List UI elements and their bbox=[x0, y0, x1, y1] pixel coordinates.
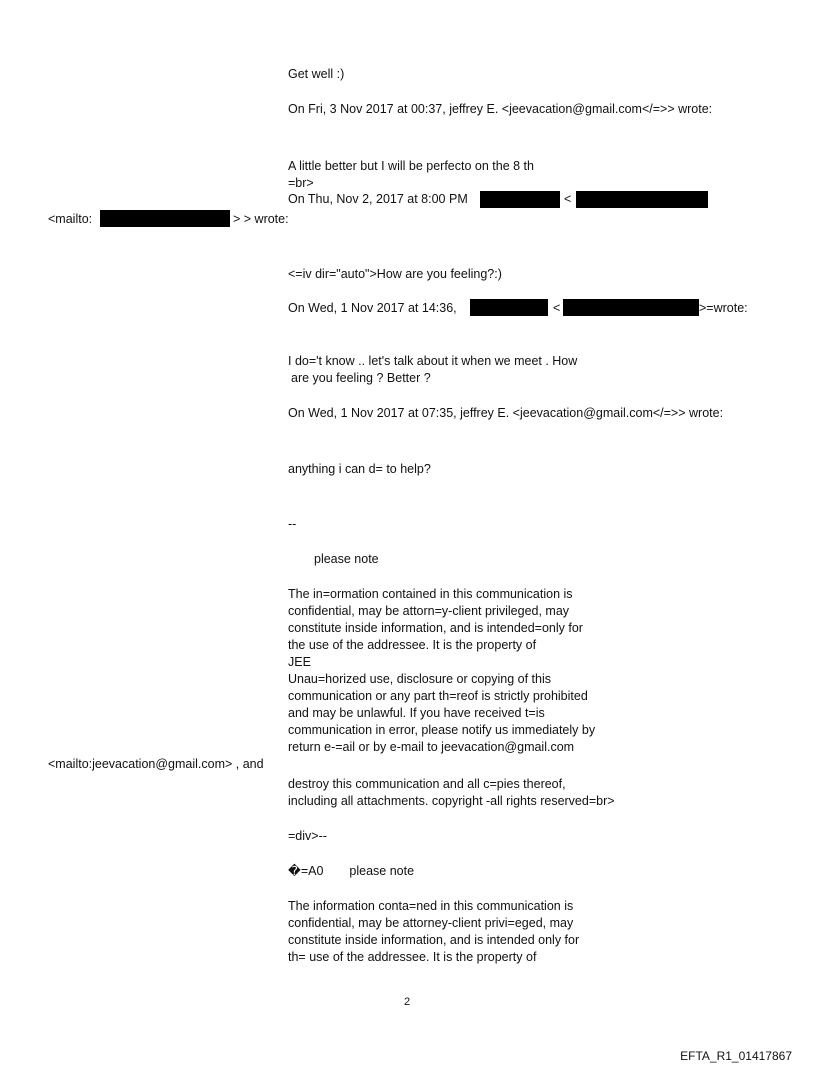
document-id: EFTA_R1_01417867 bbox=[680, 1049, 792, 1063]
disclaimer-1-line: return e-=ail or by e-mail to jeevacation@gmail.com bbox=[288, 740, 575, 754]
mailto-suffix: > > wrote: bbox=[233, 212, 289, 226]
anything-line: anything i can d= to help? bbox=[288, 462, 431, 476]
please-note-2: please note bbox=[349, 864, 415, 878]
disclaimer-1-line: and may be unlawful. If you have received t=is bbox=[288, 706, 545, 720]
on-wed-0735-line: On Wed, 1 Nov 2017 at 07:35, jeffrey E. <jeevacation@gmail.com</=>> wrote: bbox=[288, 406, 724, 420]
are-you-line: are you feeling ? Better ? bbox=[291, 371, 431, 385]
disclaimer-1-line: the use of the addressee. It is the property of bbox=[288, 638, 537, 652]
disclaimer-1-line: Unau=horized use, disclosure or copying of this bbox=[288, 672, 551, 686]
lt-sign: < bbox=[564, 192, 572, 206]
on-fri-line: On Fri, 3 Nov 2017 at 00:37, jeffrey E. <jeevacation@gmail.com</=>> wrote: bbox=[288, 102, 713, 116]
on-wed-1436-line: On Wed, 1 Nov 2017 at 14:36, bbox=[288, 301, 457, 315]
please-note-1: please note bbox=[314, 552, 379, 566]
disclaimer-2-line: th= use of the addressee. It is the property of bbox=[288, 950, 537, 964]
wrote-suffix: >=wrote: bbox=[699, 301, 748, 315]
on-thu-line: On Thu, Nov 2, 2017 at 8:00 PM bbox=[288, 192, 468, 206]
disclaimer-1-line: The in=ormation contained in this communication is bbox=[288, 587, 573, 601]
redaction-bar bbox=[100, 210, 230, 227]
little-better-line: A little better but I will be perfecto on the 8 th bbox=[288, 159, 534, 173]
iv-dir-line: <=iv dir="auto">How are you feeling?:) bbox=[288, 267, 502, 281]
get-well-line: Get well :) bbox=[288, 67, 345, 81]
lt-sign: < bbox=[553, 301, 561, 315]
mailto-prefix: <mailto: bbox=[48, 212, 93, 226]
redaction-bar bbox=[576, 191, 708, 208]
disclaimer-1-line: constitute inside information, and is intended=only for bbox=[288, 621, 583, 635]
br-line: =br> bbox=[288, 176, 314, 190]
disclaimer-2-line: confidential, may be attorney-client privi=eged, may bbox=[288, 916, 574, 930]
mailto-jee-line: <mailto:jeevacation@gmail.com> , and bbox=[48, 757, 264, 771]
disclaimer-1-line: communication in error, please notify us immediately by bbox=[288, 723, 596, 737]
redaction-bar bbox=[563, 299, 699, 316]
disclaimer-2-line: The information conta=ned in this communication is bbox=[288, 899, 574, 913]
disclaimer-2-line: constitute inside information, and is intended only for bbox=[288, 933, 580, 947]
including-line: including all attachments. copyright -all rights reserved=br> bbox=[288, 794, 615, 808]
redaction-bar bbox=[470, 299, 548, 316]
div-dashes-line: =div>-- bbox=[288, 829, 327, 843]
a0-prefix: �=A0 bbox=[288, 864, 324, 878]
dashes-line: -- bbox=[288, 517, 297, 531]
page-number: 2 bbox=[404, 996, 411, 1008]
redaction-bar bbox=[480, 191, 560, 208]
destroy-line: destroy this communication and all c=pies thereof, bbox=[288, 777, 566, 791]
dont-know-line: I do='t know .. let's talk about it when we meet . How bbox=[288, 354, 578, 368]
disclaimer-1-line: confidential, may be attorn=y-client privileged, may bbox=[288, 604, 570, 618]
disclaimer-1-line: JEE bbox=[288, 655, 311, 669]
a0-please-note-line bbox=[288, 863, 414, 879]
disclaimer-1-line: communication or any part th=reof is strictly prohibited bbox=[288, 689, 588, 703]
